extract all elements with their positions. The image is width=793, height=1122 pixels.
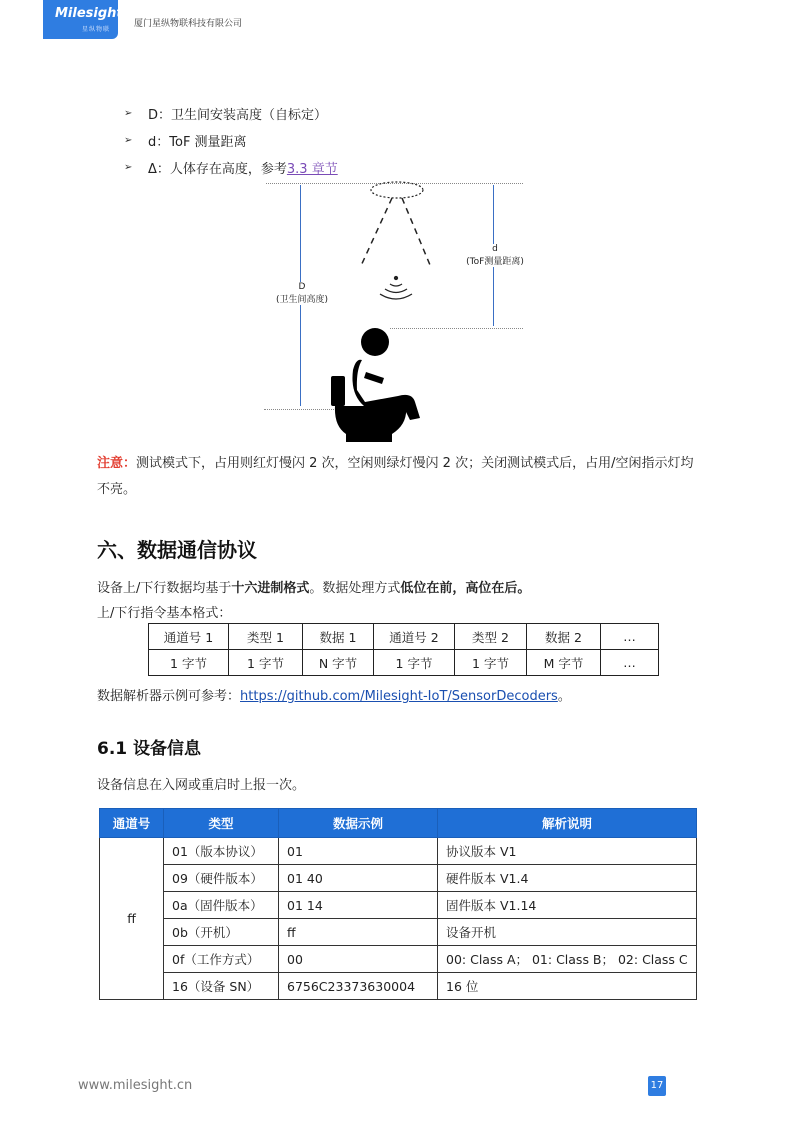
person-on-toilet-icon	[331, 328, 420, 442]
arrow-bullet-icon: ➢	[124, 162, 133, 173]
table-header-row	[100, 809, 697, 838]
example-cell: 01 14	[279, 892, 438, 919]
bullet-tof-distance	[124, 131, 247, 150]
table-cell: 数据 1	[303, 624, 374, 650]
test-mode-note	[97, 451, 699, 503]
desc-cell: 设备开机	[438, 919, 697, 946]
column-header: 通道号	[100, 809, 164, 838]
para-text: 。数据处理方式	[309, 581, 401, 596]
table-cell: 数据 2	[527, 624, 601, 650]
channel-cell: ff	[100, 838, 164, 1000]
type-cell: 0b（开机）	[164, 919, 279, 946]
label-d-desc: (ToF测量距离)	[466, 257, 524, 267]
format-intro: 上/下行指令基本格式：	[97, 606, 232, 621]
subsection-title: 6.1 设备信息	[97, 739, 202, 759]
signal-wave-icon	[380, 277, 412, 300]
desc-cell: 硬件版本 V1.4	[438, 865, 697, 892]
desc-cell: 16 位	[438, 973, 697, 1000]
toilet-diagram	[320, 180, 440, 450]
bullet-text: d：ToF 测量距离	[148, 135, 247, 150]
device-info-table	[99, 808, 697, 1000]
table-row	[149, 624, 659, 650]
section-title: 六、数据通信协议	[97, 538, 257, 562]
type-cell: 0a（固件版本）	[164, 892, 279, 919]
type-cell: 09（硬件版本）	[164, 865, 279, 892]
company-name: 厦门星纵物联科技有限公司	[134, 19, 243, 29]
table-row	[100, 973, 697, 1000]
table-cell: 类型 1	[229, 624, 303, 650]
bullet-install-height	[124, 104, 327, 123]
section-link[interactable]: 3.3 章节	[286, 162, 338, 177]
bullet-presence-height	[124, 158, 338, 177]
table-cell: 通道号 1	[149, 624, 229, 650]
decoder-link[interactable]: https://github.com/Milesight-IoT/SensorDecoders	[240, 689, 558, 704]
table-cell: 通道号 2	[374, 624, 455, 650]
type-cell: 0f（工作方式）	[164, 946, 279, 973]
data-format-paragraph	[97, 577, 530, 596]
example-cell: 01	[279, 838, 438, 865]
table-cell: 类型 2	[455, 624, 527, 650]
table-row	[100, 892, 697, 919]
logo: Milesight	[55, 6, 123, 21]
footer-url[interactable]: www.milesight.cn	[78, 1078, 193, 1093]
table-row	[100, 865, 697, 892]
column-header: 数据示例	[279, 809, 438, 838]
table-cell: 1 字节	[149, 650, 229, 676]
desc-cell: 00: Class A； 01: Class B； 02: Class C	[438, 946, 697, 973]
table-cell: N 字节	[303, 650, 374, 676]
example-cell: 01 40	[279, 865, 438, 892]
decoder-reference	[97, 685, 571, 704]
table-cell: 1 字节	[455, 650, 527, 676]
para-bold: 低位在前，高位在后。	[400, 581, 531, 596]
arrow-bullet-icon: ➢	[124, 108, 133, 119]
desc-cell: 固件版本 V1.14	[438, 892, 697, 919]
table-cell: M 字节	[527, 650, 601, 676]
label-D: D	[298, 282, 306, 292]
type-cell: 16（设备 SN）	[164, 973, 279, 1000]
example-cell: 00	[279, 946, 438, 973]
beam-right-line	[402, 198, 430, 265]
sensor-icon	[371, 182, 423, 198]
example-cell: ff	[279, 919, 438, 946]
table-cell: 1 字节	[229, 650, 303, 676]
label-D-desc: (卫生间高度)	[275, 295, 329, 305]
type-cell: 01（版本协议）	[164, 838, 279, 865]
bullet-text: D：卫生间安装高度（自标定）	[148, 108, 328, 123]
decoder-end: 。	[557, 689, 571, 704]
label-d: d	[492, 244, 498, 254]
table-row	[100, 838, 697, 865]
para-text: 设备上/下行数据均基于	[97, 581, 232, 596]
desc-cell: 协议版本 V1	[438, 838, 697, 865]
note-text: 测试模式下，占用则红灯慢闪 2 次，空闲则绿灯慢闪 2 次；关闭测试模式后，占用/空闲指示灯均不亮。	[97, 456, 694, 497]
arrow-bullet-icon: ➢	[124, 135, 133, 146]
example-cell: 6756C23373630004	[279, 973, 438, 1000]
command-format-table	[148, 623, 659, 676]
table-cell: …	[601, 650, 659, 676]
column-header: 类型	[164, 809, 279, 838]
note-label: 注意：	[97, 456, 137, 471]
table-cell: 1 字节	[374, 650, 455, 676]
decoder-label: 数据解析器示例可参考：	[97, 689, 241, 704]
logo-subtitle: 星纵物联	[82, 26, 111, 33]
table-cell: …	[601, 624, 659, 650]
table-row	[100, 946, 697, 973]
bullet-text: Δ：人体存在高度，参考	[148, 162, 287, 177]
device-info-paragraph: 设备信息在入网或重启时上报一次。	[97, 778, 306, 793]
table-row	[149, 650, 659, 676]
para-bold: 十六进制格式	[231, 581, 310, 596]
label-d-block	[451, 244, 539, 267]
page-number: 17	[648, 1076, 666, 1096]
beam-left-line	[360, 198, 392, 268]
column-header: 解析说明	[438, 809, 697, 838]
table-row	[100, 919, 697, 946]
